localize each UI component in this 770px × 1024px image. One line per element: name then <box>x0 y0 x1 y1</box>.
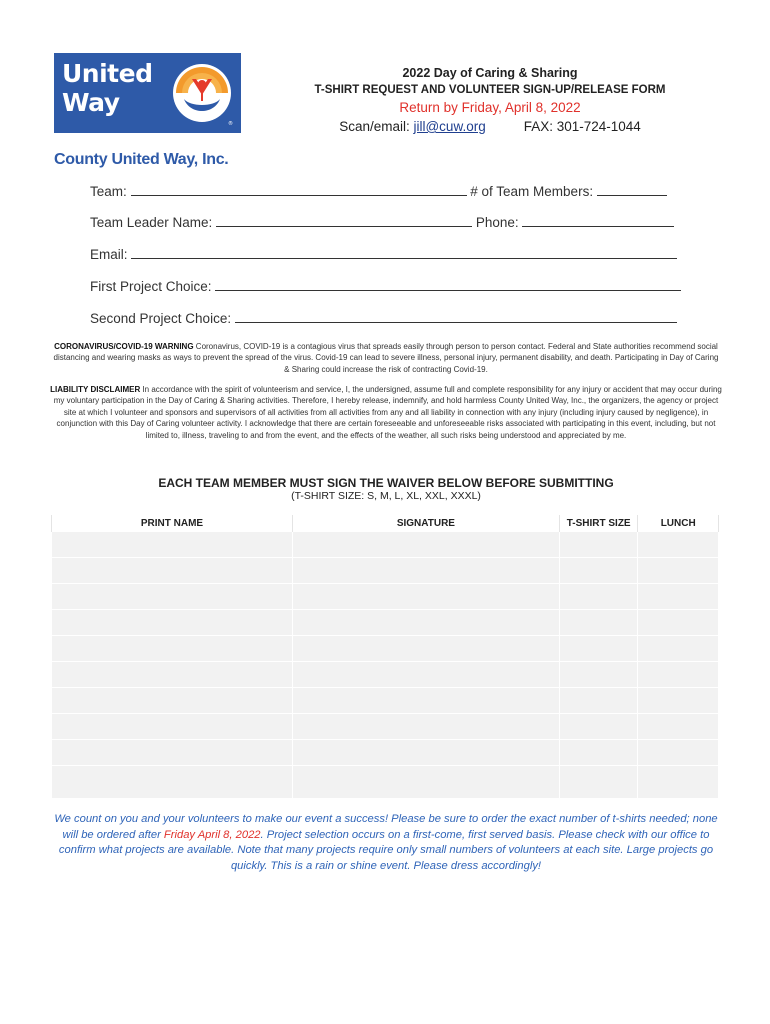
first-choice-row <box>90 277 681 294</box>
table-row <box>52 714 719 740</box>
table-row <box>52 610 719 636</box>
leader-row <box>90 213 674 230</box>
team-label: Team: <box>90 184 131 199</box>
footer-note <box>50 812 722 874</box>
signature-cell[interactable] <box>292 636 559 662</box>
print-name-cell[interactable] <box>52 662 293 688</box>
form-subtitle: T-SHIRT REQUEST AND VOLUNTEER SIGN-UP/RELEASE FORM <box>314 84 666 96</box>
table-row <box>52 558 719 584</box>
tshirt-size-cell[interactable] <box>559 636 638 662</box>
tshirt-size-cell[interactable] <box>559 558 638 584</box>
table-row <box>52 740 719 766</box>
tshirt-size-cell[interactable] <box>559 714 638 740</box>
logo-line-2: Way <box>62 88 120 117</box>
second-choice-label: Second Project Choice: <box>90 311 235 326</box>
signature-cell[interactable] <box>292 766 559 799</box>
waiver-title: EACH TEAM MEMBER MUST SIGN THE WAIVER BELOW BEFORE SUBMITTING <box>158 476 614 490</box>
footer-text-2: . Project selection occurs on a first-come, first served basis. Please check with our office to confirm what projects are available. Note that many projects require only small numbers of volunteers at each site. Large projects go quickly. This is a rain or shine event. Please dress accordingly! <box>58 828 714 872</box>
lunch-cell[interactable] <box>638 688 719 714</box>
email-link[interactable]: jill@cuw.org <box>413 119 486 134</box>
print-name-cell[interactable] <box>52 532 293 558</box>
lunch-cell[interactable] <box>638 584 719 610</box>
signature-cell[interactable] <box>292 532 559 558</box>
table-row <box>52 766 719 799</box>
print-name-cell[interactable] <box>52 558 293 584</box>
signature-cell[interactable] <box>292 714 559 740</box>
leader-field[interactable] <box>216 213 472 227</box>
table-row <box>52 584 719 610</box>
print-name-cell[interactable] <box>52 688 293 714</box>
tshirt-size-cell[interactable] <box>559 584 638 610</box>
table-row <box>52 662 719 688</box>
tshirt-size-cell[interactable] <box>559 532 638 558</box>
print-name-cell[interactable] <box>52 636 293 662</box>
header-signature: SIGNATURE <box>292 515 559 532</box>
svg-text:®: ® <box>228 121 233 127</box>
logo-wordmark <box>62 59 152 117</box>
team-row <box>90 182 667 199</box>
header-tshirt-size: T-SHIRT SIZE <box>559 515 638 532</box>
table-row <box>52 636 719 662</box>
members-label: # of Team Members: <box>466 184 597 199</box>
united-way-logo <box>54 53 241 133</box>
table-row <box>52 532 719 558</box>
form-title: 2022 Day of Caring & Sharing <box>402 66 578 80</box>
print-name-cell[interactable] <box>52 584 293 610</box>
liability-label: LIABILITY DISCLAIMER <box>50 385 141 394</box>
signature-cell[interactable] <box>292 584 559 610</box>
liability-disclaimer <box>50 384 722 441</box>
signature-table <box>51 515 719 799</box>
tshirt-size-cell[interactable] <box>559 610 638 636</box>
liability-text: In accordance with the spirit of volunteerism and service, I, the undersigned, assume full and complete responsibility for any injury or accident that may occur during my voluntary participation in the Day of Caring & Sharing activities. Therefore, I hereby release, indemnify, and hold harmless County United Way, Inc., the organizers, the agency or project site at which I volunteer and sponsors and supervisors of all activities from all activities from any and all liability in connection with any injury (including injury caused by negligence), in conjunction with this Day of Caring volunteer activity. I acknowledge that there are certain foreseeable and unforeseeable risks associated with participating in this event, including, but not limited to, illness, traveling to and from the event, and the effects of the weather, all such risks being understood and appreciated by me. <box>53 385 722 440</box>
print-name-cell[interactable] <box>52 714 293 740</box>
contact-prefix: Scan/email: <box>339 119 414 134</box>
lunch-cell[interactable] <box>638 610 719 636</box>
covid-warning-label: CORONAVIRUS/COVID-19 WARNING <box>54 342 194 351</box>
united-way-emblem-icon <box>170 57 234 129</box>
second-choice-field[interactable] <box>235 309 677 323</box>
footer-text-1: We count on you and your volunteers to make our event a success! Please be sure to order the exact number of t-shirts needed; none will be ordered after <box>54 813 718 841</box>
print-name-cell[interactable] <box>52 610 293 636</box>
lunch-cell[interactable] <box>638 532 719 558</box>
covid-warning <box>50 341 722 375</box>
second-choice-row <box>90 309 677 326</box>
table-row <box>52 688 719 714</box>
header-lunch: LUNCH <box>638 515 719 532</box>
first-choice-label: First Project Choice: <box>90 279 216 294</box>
email-label: Email: <box>90 247 132 262</box>
lunch-cell[interactable] <box>638 714 719 740</box>
contact-line <box>280 119 700 134</box>
leader-label: Team Leader Name: <box>90 215 217 230</box>
signature-cell[interactable] <box>292 740 559 766</box>
signature-cell[interactable] <box>292 688 559 714</box>
tshirt-sizes: (T-SHIRT SIZE: S, M, L, XL, XXL, XXXL) <box>291 490 481 502</box>
lunch-cell[interactable] <box>638 740 719 766</box>
phone-label: Phone: <box>472 215 523 230</box>
members-field[interactable] <box>597 182 667 196</box>
signature-cell[interactable] <box>292 610 559 636</box>
logo-line-1: United <box>62 59 153 88</box>
tshirt-size-cell[interactable] <box>559 766 638 799</box>
fax-number: FAX: 301-724-1044 <box>523 119 641 134</box>
footer-deadline: Friday April 8, 2022 <box>163 828 261 841</box>
organization-name: County United Way, Inc. <box>54 151 229 168</box>
header-print-name: PRINT NAME <box>52 515 293 532</box>
team-field[interactable] <box>131 182 467 196</box>
email-field[interactable] <box>131 245 677 259</box>
print-name-cell[interactable] <box>52 766 293 799</box>
first-choice-field[interactable] <box>215 277 681 291</box>
tshirt-size-cell[interactable] <box>559 662 638 688</box>
email-row <box>90 245 677 262</box>
phone-field[interactable] <box>522 213 674 227</box>
covid-warning-text: Coronavirus, COVID-19 is a contagious virus that spreads easily through person to person contact. Federal and State authorities recommend social distancing and wearing masks as ways to prevent the spread of the virus. Covid-19 can lead to severe illness, personal injury, permanent disability, and death. Participating in Day of Caring & Sharing could increase the risk of contracting Covid-19. <box>53 342 719 374</box>
signature-cell[interactable] <box>292 558 559 584</box>
tshirt-size-cell[interactable] <box>559 688 638 714</box>
signature-cell[interactable] <box>292 662 559 688</box>
lunch-cell[interactable] <box>638 558 719 584</box>
lunch-cell[interactable] <box>638 636 719 662</box>
tshirt-size-cell[interactable] <box>559 740 638 766</box>
lunch-cell[interactable] <box>638 662 719 688</box>
return-deadline: Return by Friday, April 8, 2022 <box>399 100 581 115</box>
lunch-cell[interactable] <box>638 766 719 799</box>
print-name-cell[interactable] <box>52 740 293 766</box>
table-header-row <box>52 515 719 532</box>
